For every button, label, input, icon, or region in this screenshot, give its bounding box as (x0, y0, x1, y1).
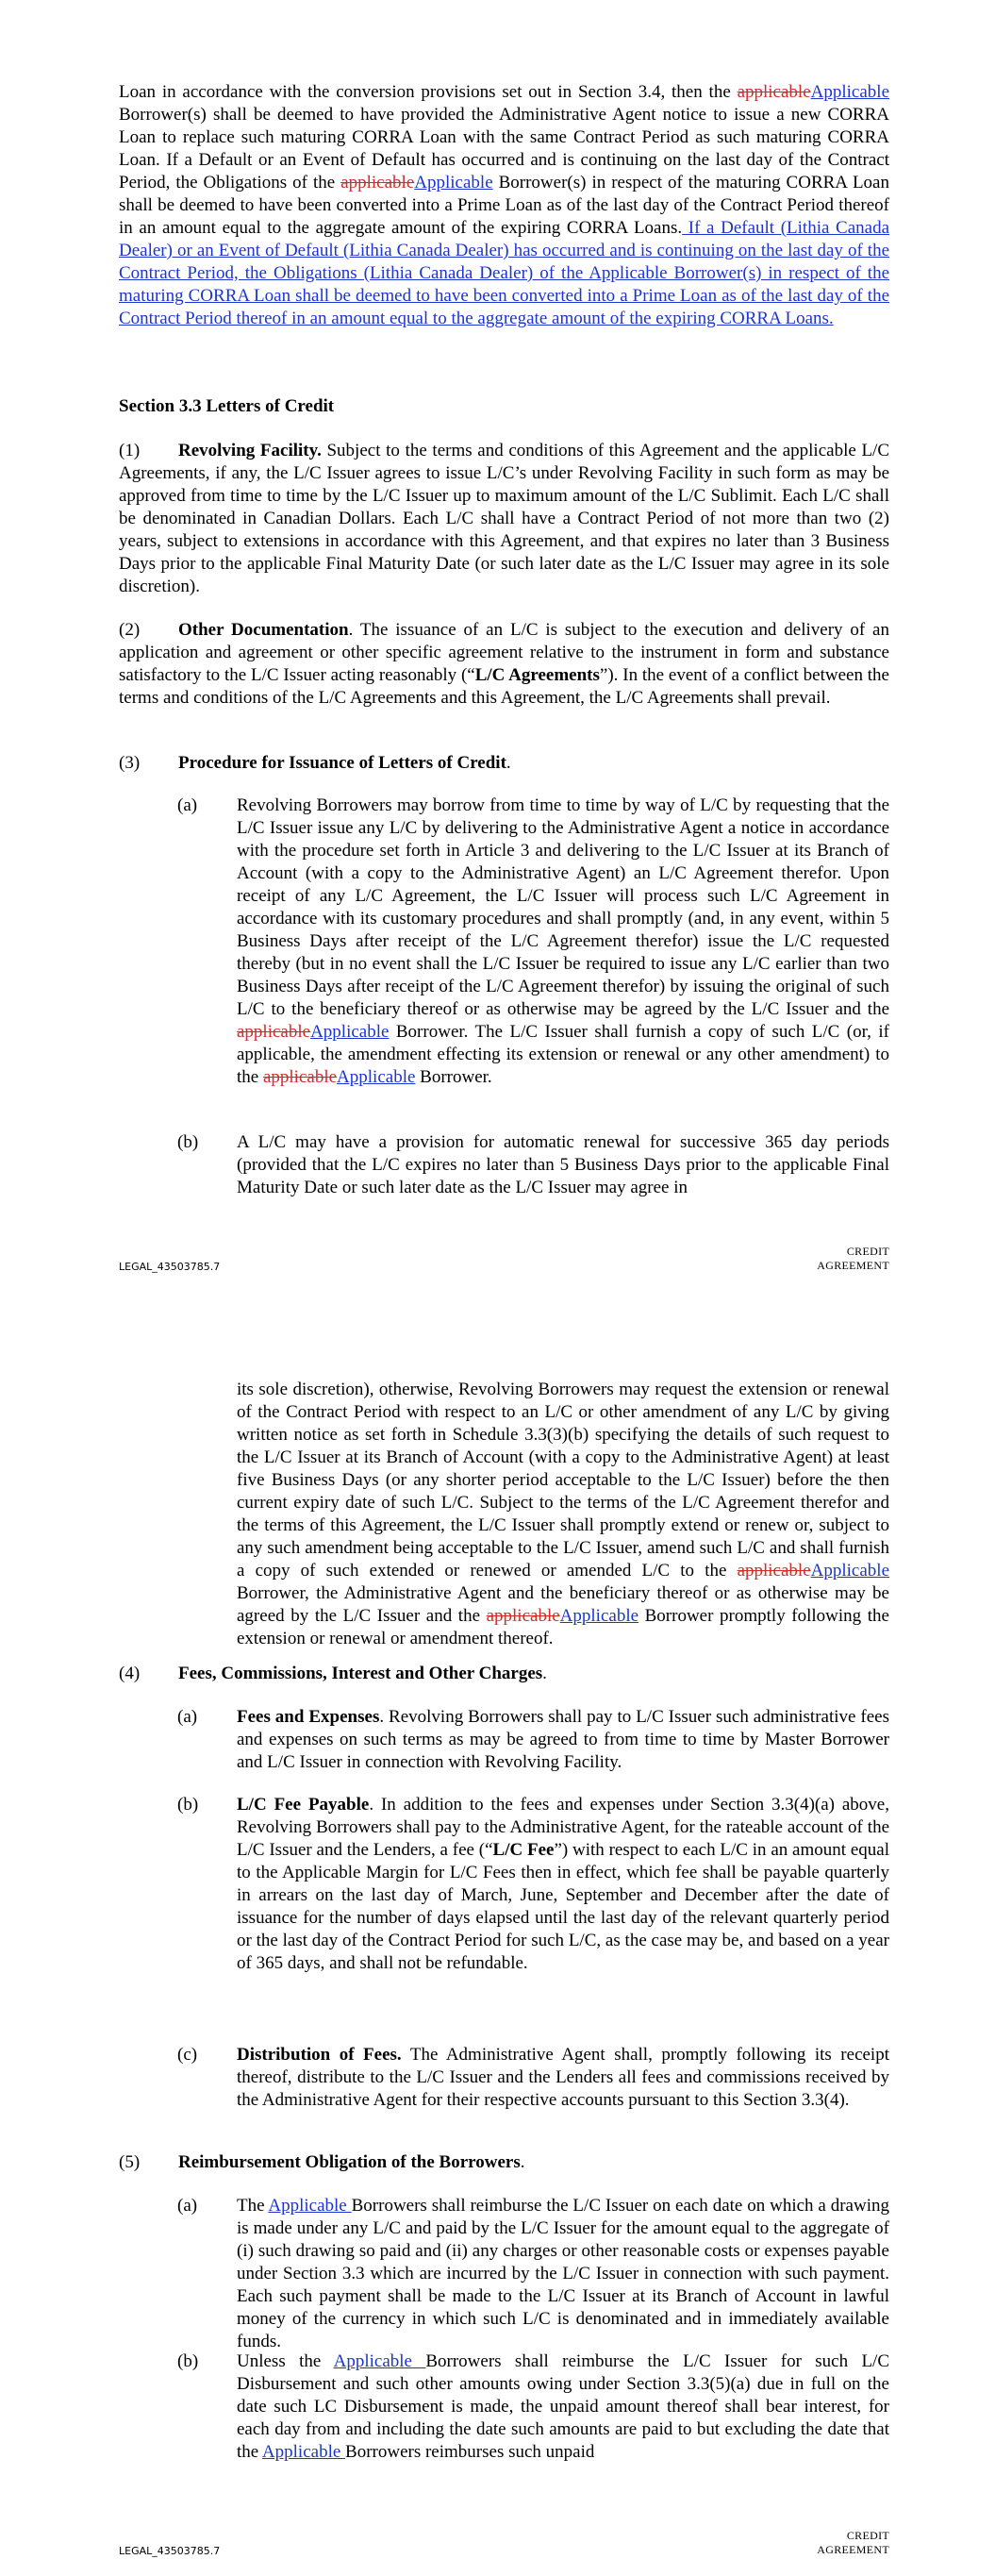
deleted-text: applicable (737, 1561, 811, 1581)
inserted-text: Applicable (337, 1067, 416, 1087)
intro-paragraph: Loan in accordance with the conversion provisions set out in Section 3.4, then the applicableApplicable Borrower(s) shall be deemed to have provided the Administrative Agent notice to issue a new CORRA Loan to replace such maturing CORRA Loan with the same Contract Period as such maturing CORRA Loan. If a Default or an Event of Default has occurred and is continuing on the last day of the Contract Period, the Obligations of the applicableApplicable Borrower(s) in respect of the maturing CORRA Loan shall be deemed to have been converted into a Prime Loan as of the last day of the Contract Period thereof in an amount equal to the aggregate amount of the expiring CORRA Loans. If a Default (Lithia Canada Dealer) or an Event of Default (Lithia Canada Dealer) has occurred and is continuing on the last day of the Contract Period, the Obligations (Lithia Canada Dealer) of the Applicable Borrower(s) in respect of the maturing CORRA Loan shall be deemed to have been converted into a Prime Loan as of the last day of the Contract Period thereof in an amount equal to the aggregate amount of the expiring CORRA Loans. (119, 82, 890, 328)
page-1 (0, 0, 995, 1283)
para-number: (3) (119, 753, 141, 773)
deleted-text: applicable (340, 173, 415, 192)
subpara-label: (a) (177, 1707, 198, 1727)
subparagraph-3a: Revolving Borrowers may borrow from time to time by way of L/C by requesting that the L/C Issuer issue any L/C by delivering to the Administrative Agent a notice in accordance with the procedure set forth in Article 3 and delivering to the L/C Issuer at its Branch of Account (with a copy to the Administrative Agent) an L/C Agreement therefor. Upon receipt of any L/C Agreement, the L/C Issuer will process such L/C Agreement in accordance with its customary procedures and shall promptly (and, in any event, within 5 Business Days after receipt of the L/C Agreement therefor) issue the L/C requested thereby (but in no event shall the L/C Issuer be required to issue any L/C earlier than two Business Days after receipt of the L/C Agreement therefor) by issuing the original of such L/C to the beneficiary thereof or as otherwise may be agreed by the L/C Issuer and the applicableApplicable Borrower. The L/C Issuer shall furnish a copy of such L/C (or, if applicable, the amendment effecting its extension or renewal or any other amendment) to the applicableApplicable Borrower. (237, 795, 889, 1087)
inserted-text: Applicable (261, 2442, 346, 2462)
subparagraph-3b-continued: its sole discretion), otherwise, Revolving Borrowers may request the extension or renewal of the Contract Period with respect to an L/C or other amendment of any L/C by giving written notice as set forth in Schedule 3.3(3)(b) specifying the details of such request to the L/C Issuer at its Branch of Account (with a copy to the Administrative Agent) at least five Business Days (or any shorter period acceptable to the L/C Issuer) before the then current expiry date of such L/C. Subject to the terms of the L/C Agreement therefor and the terms of this Agreement, the L/C Issuer shall promptly extend or renew or, subject to any such amendment being acceptable to the L/C Issuer, amend such L/C and shall furnish a copy of such extended or renewed or amended L/C to the applicableApplicable Borrower, the Administrative Agent and the beneficiary thereof or as otherwise may be agreed by the L/C Issuer and the applicableApplicable Borrower promptly following the extension or renewal or amendment thereof. (237, 1380, 889, 1648)
subpara-label: (a) (177, 795, 198, 815)
inserted-text: Applicable (810, 82, 889, 102)
subpara-label: (c) (177, 2045, 198, 2065)
inserted-text: If a Default (Lithia Canada Dealer) or an Event of Default (Lithia Canada Dealer) has occurred and is continuing on the last day of the Contract Period, the Obligations (Lithia Canada Dealer) of the Applicable Borrower(s) in respect of the maturing CORRA Loan shall be deemed to have been converted into a Prime Loan as of the last day of the Contract Period thereof in an amount equal to the aggregate amount of the expiring CORRA Loans. (119, 218, 890, 328)
inserted-text: Applicable (559, 1606, 639, 1626)
para-number: (1) (119, 441, 141, 460)
footer-doc-id: LEGAL_43503785.7 (119, 2545, 221, 2557)
paragraph-reimbursement-heading: Reimbursement Obligation of the Borrowers. (178, 2152, 525, 2172)
deleted-text: applicable (237, 1022, 311, 1042)
paragraph-fees-heading: Fees, Commissions, Interest and Other Charges. (178, 1664, 547, 1683)
para-number: (4) (119, 1664, 141, 1683)
deleted-text: applicable (262, 1067, 338, 1087)
paragraph-revolving-facility: Revolving Facility. Subject to the terms and conditions of this Agreement and the applicable L/C Agreements, if any, the L/C Issuer agrees to issue L/C’s under Revolving Facility in such form as may be approved from time to time by the L/C Issuer up to maximum amount of the L/C Sublimit. Each L/C shall be denominated in Canadian Dollars. Each L/C shall have a Contract Period of not more than two (2) years, subject to extensions in accordance with this Agreement, and that expires no later than 3 Business Days prior to the applicable Final Maturity Date (or such later date as the L/C Issuer may agree in its sole discretion). (119, 441, 889, 596)
subpara-label: (b) (177, 1795, 199, 1815)
inserted-text: Applicable (810, 1561, 889, 1581)
subparagraph-5a: The Applicable Borrowers shall reimburse the L/C Issuer on each date on which a drawing is made under any L/C and paid by the L/C Issuer for the amount equal to the aggregate of (i) such drawing so paid and (ii) any charges or other reasonable costs or expenses payable under Section 3.3 which are incurred by the L/C Issuer in connection with such payment. Each such payment shall be made to the L/C Issuer at its Branch of Account in lawful money of the currency in which such L/C is denominated and in immediately available funds. (237, 2196, 889, 2351)
paragraph-procedure-heading: Procedure for Issuance of Letters of Credit. (178, 753, 511, 773)
subpara-label: (a) (177, 2196, 198, 2216)
deleted-text: applicable (737, 82, 811, 102)
inserted-text: Applicable (333, 2351, 426, 2371)
para-number: (5) (119, 2152, 141, 2172)
subpara-label: (b) (177, 2351, 199, 2371)
inserted-text: Applicable (414, 173, 493, 192)
page-2 (0, 1283, 995, 2576)
subpara-label: (b) (177, 1132, 199, 1152)
para-number: (2) (119, 620, 141, 640)
para-title: Revolving Facility. (178, 441, 322, 460)
paragraph-other-documentation: Other Documentation. The issuance of an L/C is subject to the execution and delivery of an application and agreement or other specific agreement relative to the instrument in form and substance satisfactory to the L/C Issuer acting reasonably (“L/C Agreements”). In the event of a conflict between the terms and conditions of the L/C Agreements and this Agreement, the L/C Agreements shall prevail. (119, 620, 889, 708)
footer-doc-title: CREDIT AGREEMENT (817, 1245, 889, 1272)
deleted-text: applicable (486, 1606, 560, 1626)
subparagraph-3b: A L/C may have a provision for automatic renewal for successive 365 day periods (provided that the L/C expires no later than 5 Business Days prior to the applicable Final Maturity Date or such later date as the L/C Issuer may agree in (237, 1132, 889, 1197)
subparagraph-4c: Distribution of Fees. The Administrative Agent shall, promptly following its receipt thereof, distribute to the L/C Issuer and the Lenders all fees and commissions received by the Administrative Agent for their respective accounts pursuant to this Section 3.3(4). (237, 2045, 889, 2110)
subparagraph-5b: Unless the Applicable Borrowers shall reimburse the L/C Issuer for such L/C Disbursement and such other amounts owing under Section 3.3(5)(a) due in full on the date such LC Disbursement is made, the unpaid amount thereof shall bear interest, for each day from and including the date such amounts are paid to but excluding the date that the Applicable Borrowers reimburses such unpaid (237, 2351, 890, 2462)
footer-doc-id: LEGAL_43503785.7 (119, 1261, 221, 1273)
section-heading: Section 3.3 Letters of Credit (119, 396, 335, 416)
footer-doc-title: CREDIT AGREEMENT (817, 2529, 889, 2556)
para-title: Other Documentation (178, 620, 349, 640)
inserted-text: Applicable (310, 1022, 390, 1042)
inserted-text: Applicable (268, 2196, 352, 2216)
subparagraph-4b: L/C Fee Payable. In addition to the fees and expenses under Section 3.3(4)(a) above, Revolving Borrowers shall pay to the Administrative Agent, for the rateable account of the L/C Issuer and the Lenders, a fee (“L/C Fee”) with respect to each L/C in an amount equal to the Applicable Margin for L/C Fees then in effect, which fee shall be payable quarterly in arrears on the last day of March, June, September and December after the date of issuance for the number of days elapsed until the last day of the relevant quarterly period or the last day of the Contract Period for such L/C, as the case may be, and based on a year of 365 days, and shall not be refundable. (237, 1795, 889, 1973)
subparagraph-4a: Fees and Expenses. Revolving Borrowers shall pay to L/C Issuer such administrative fees and expenses on such terms as may be agreed to from time to time by Master Borrower and L/C Issuer in connection with Revolving Facility. (237, 1707, 889, 1772)
